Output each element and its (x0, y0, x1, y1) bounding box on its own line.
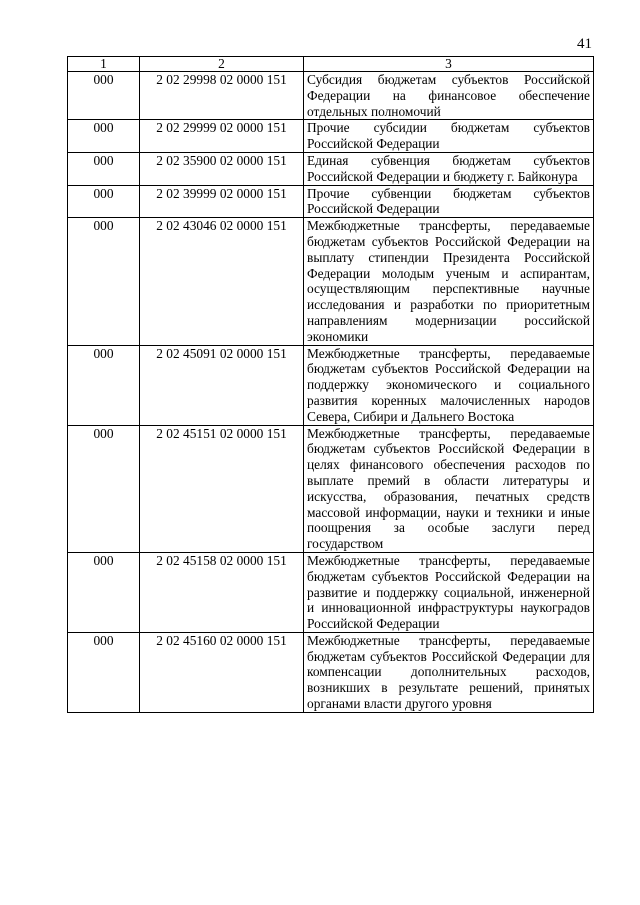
table-row (68, 425, 594, 552)
budget-code-cell: 2 02 35900 02 0000 151 (140, 152, 304, 185)
table-row (68, 120, 594, 153)
column-header-2: 2 (140, 57, 304, 72)
page-number: 41 (577, 36, 592, 52)
column-header-1: 1 (68, 57, 140, 72)
admin-code-cell: 000 (68, 120, 140, 153)
budget-code-cell: 2 02 45158 02 0000 151 (140, 552, 304, 632)
table-row (68, 185, 594, 218)
description-cell: Прочие субвенции бюджетам субъектов Российской Федерации (304, 185, 594, 218)
description-cell: Межбюджетные трансферты, передаваемые бюджетам субъектов Российской Федерации в целях финансового обеспечения расходов по выплате премий в области литературы и искусства, образования, печатных средств массовой информации, науки и техники и иные поощрения за особые заслуги перед государством (304, 425, 594, 552)
admin-code-cell: 000 (68, 72, 140, 120)
description-cell: Межбюджетные трансферты, передаваемые бюджетам субъектов Российской Федерации для компенсации дополнительных расходов, возникших в результате решений, принятых органами власти другого уровня (304, 632, 594, 712)
column-header-3: 3 (304, 57, 594, 72)
budget-code-cell: 2 02 45151 02 0000 151 (140, 425, 304, 552)
table-row (68, 218, 594, 345)
description-cell: Прочие субсидии бюджетам субъектов Российской Федерации (304, 120, 594, 153)
budget-code-cell: 2 02 45091 02 0000 151 (140, 345, 304, 425)
budget-classification-table (67, 56, 594, 713)
table-header-row (68, 57, 594, 72)
admin-code-cell: 000 (68, 552, 140, 632)
table-row (68, 152, 594, 185)
description-cell: Субсидия бюджетам субъектов Российской Федерации на финансовое обеспечение отдельных полномочий (304, 72, 594, 120)
admin-code-cell: 000 (68, 345, 140, 425)
table-row (68, 552, 594, 632)
admin-code-cell: 000 (68, 425, 140, 552)
budget-code-cell: 2 02 39999 02 0000 151 (140, 185, 304, 218)
admin-code-cell: 000 (68, 632, 140, 712)
description-cell: Межбюджетные трансферты, передаваемые бюджетам субъектов Российской Федерации на поддержку экономического и социального развития коренных малочисленных народов Севера, Сибири и Дальнего Востока (304, 345, 594, 425)
budget-code-cell: 2 02 45160 02 0000 151 (140, 632, 304, 712)
admin-code-cell: 000 (68, 218, 140, 345)
table-row (68, 632, 594, 712)
budget-code-cell: 2 02 29998 02 0000 151 (140, 72, 304, 120)
description-cell: Межбюджетные трансферты, передаваемые бюджетам субъектов Российской Федерации на выплату стипендии Президента Российской Федерации молодым ученым и аспирантам, осуществляющим перспективные научные исследования и разработки по приоритетным направлениям модернизации российской экономики (304, 218, 594, 345)
budget-code-cell: 2 02 43046 02 0000 151 (140, 218, 304, 345)
admin-code-cell: 000 (68, 152, 140, 185)
description-cell: Межбюджетные трансферты, передаваемые бюджетам субъектов Российской Федерации на развитие и поддержку социальной, инженерной и инновационной инфраструктуры наукоградов Российской Федерации (304, 552, 594, 632)
description-cell: Единая субвенция бюджетам субъектов Российской Федерации и бюджету г. Байконура (304, 152, 594, 185)
table-row (68, 72, 594, 120)
table-row (68, 345, 594, 425)
budget-code-cell: 2 02 29999 02 0000 151 (140, 120, 304, 153)
admin-code-cell: 000 (68, 185, 140, 218)
